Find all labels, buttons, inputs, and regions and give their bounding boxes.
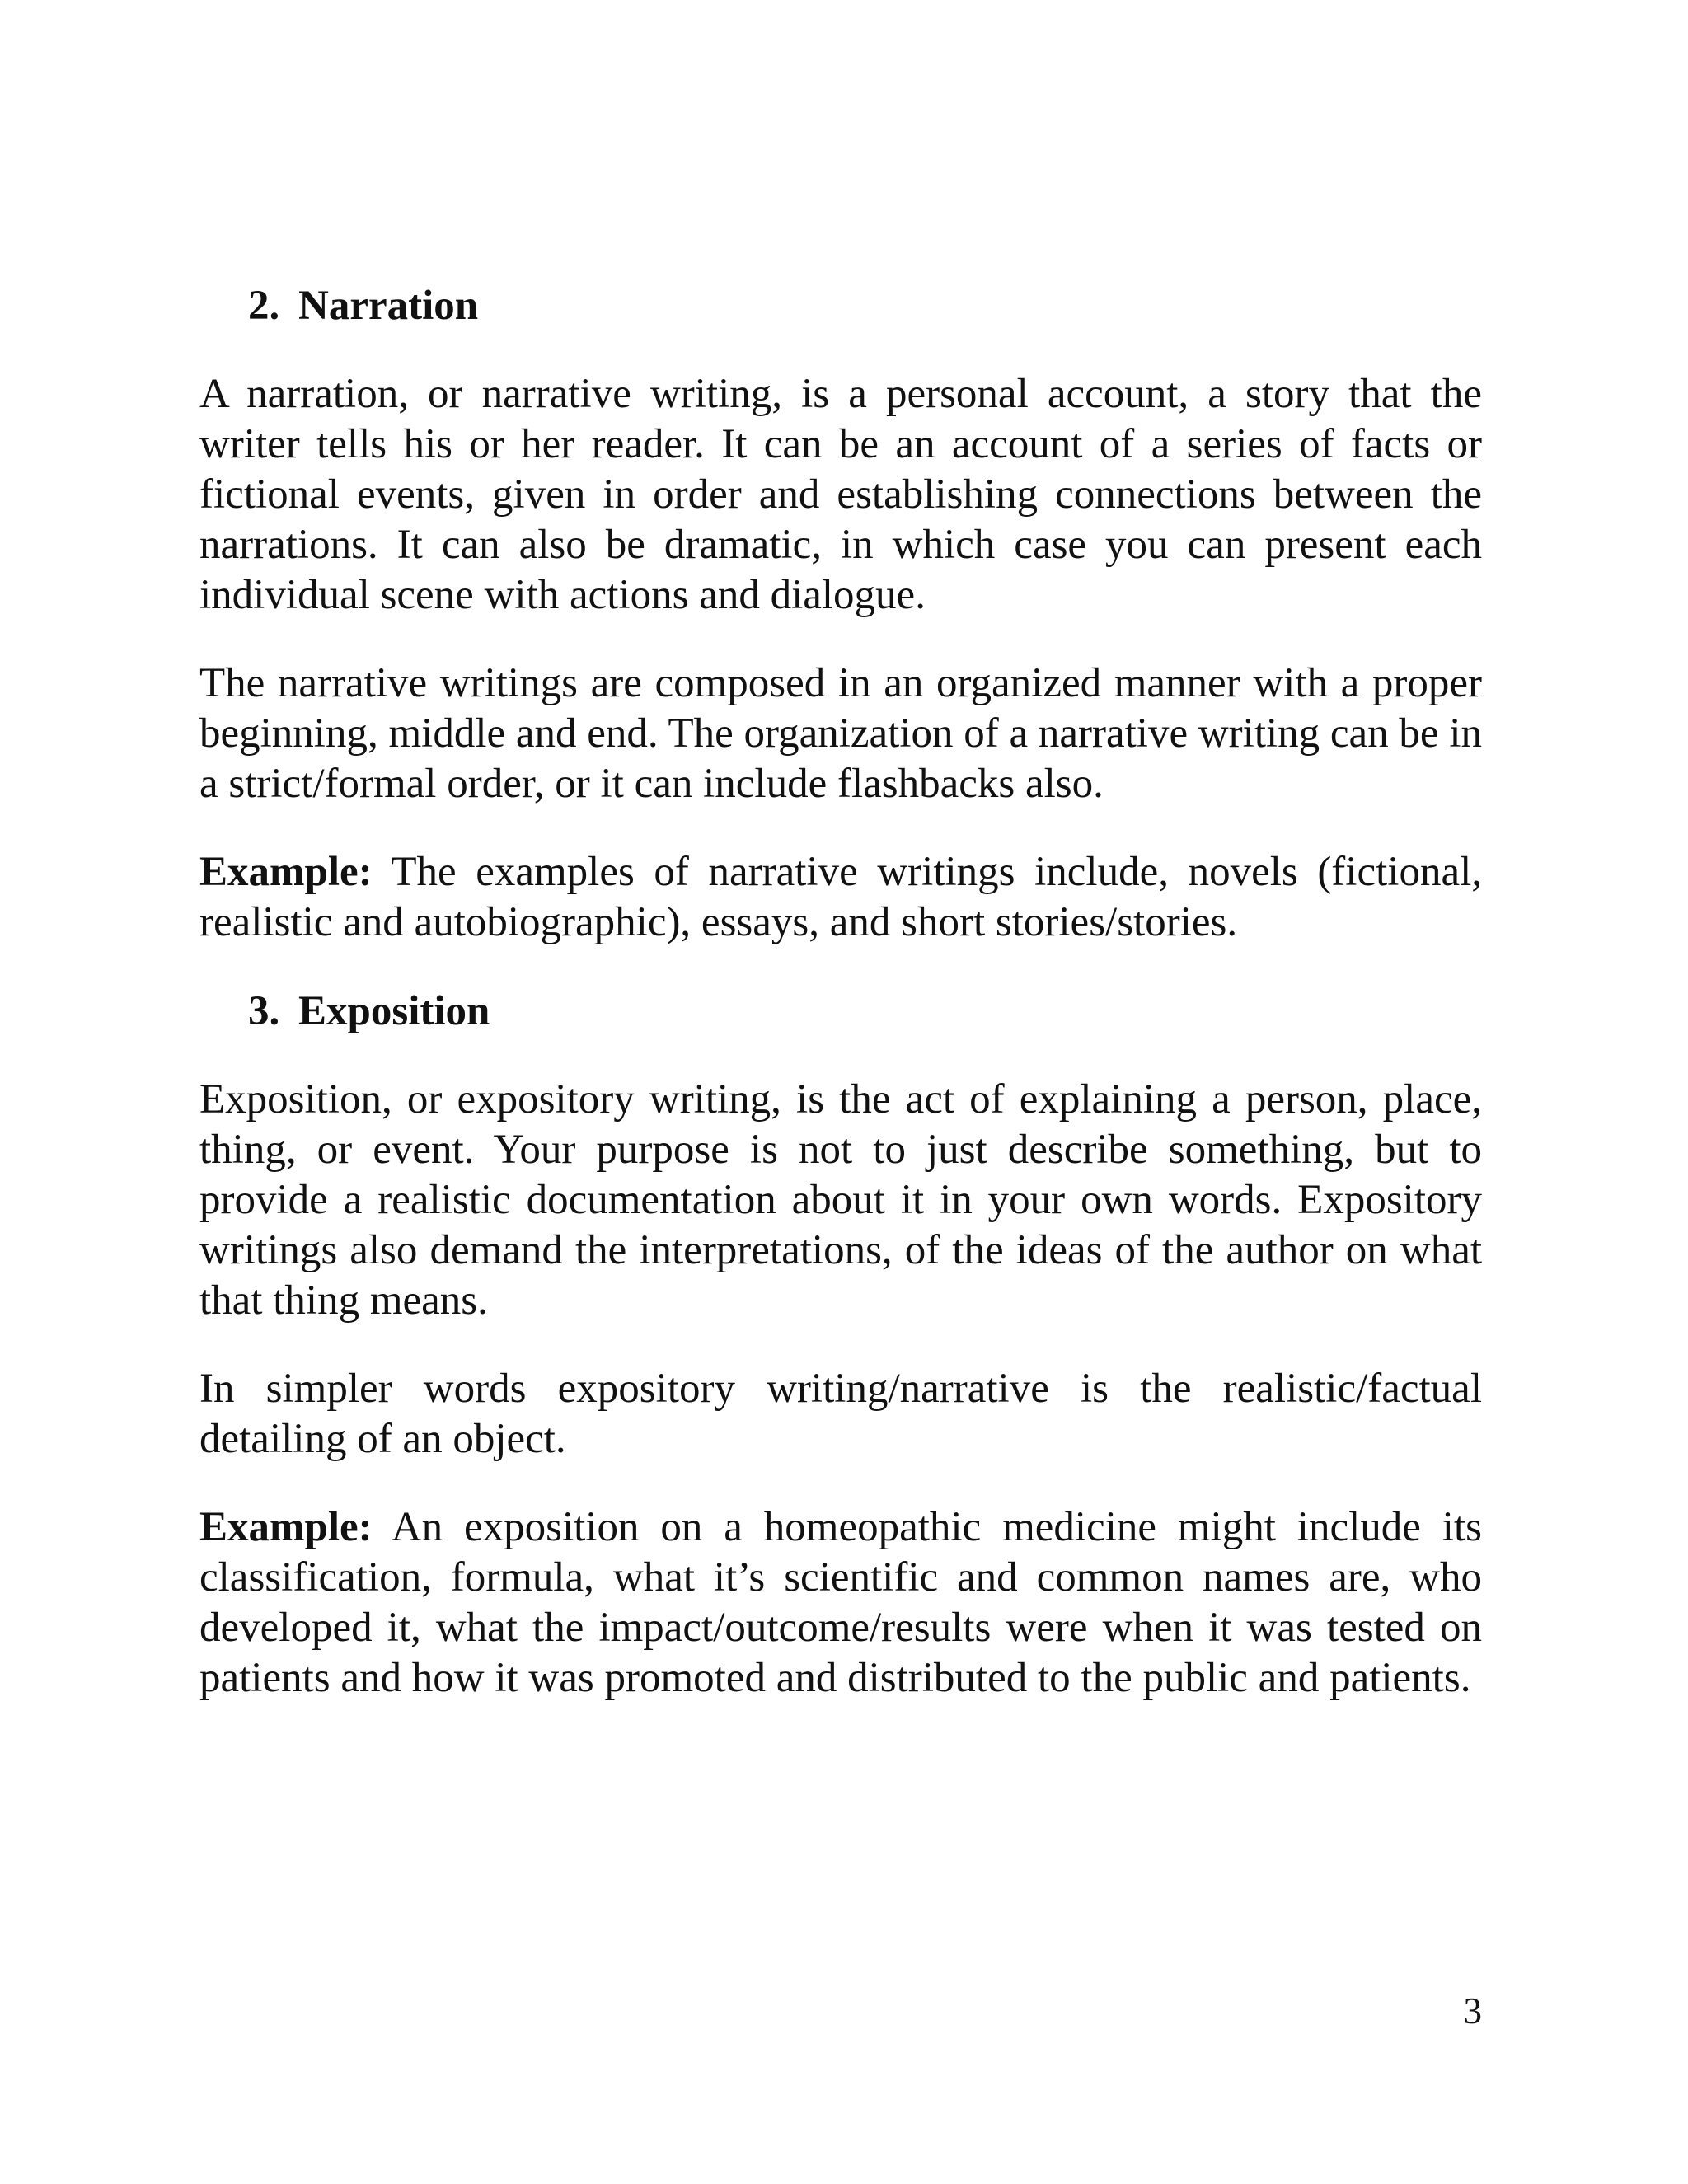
example-text: An exposition on a homeopathic medicine might include its classification, formula, what it’s scientific and common names are, who developed it, what the impact/outcome/results were when it was tested on patients and how it was promoted and distributed to the public and patients. <box>199 1504 1482 1701</box>
example-text: The examples of narrative writings include, novels (fictional, realistic and autobiographic), essays, and short stories/stories. <box>199 849 1482 945</box>
paragraph: In simpler words expository writing/narrative is the realistic/factual detailing of an object. <box>199 1366 1482 1462</box>
section-number: 2. <box>248 283 280 329</box>
section-title: Narration <box>298 283 479 329</box>
example-label: Example: <box>199 849 373 895</box>
page-number: 3 <box>1463 1990 1482 2032</box>
section-title: Exposition <box>298 988 490 1034</box>
paragraph: A narration, or narrative writing, is a personal account, a story that the writer tells his or her reader. It can be an account of a series of facts or fictional events, given in order and establishing connections between the narrations. It can also be dramatic, in which case you can present each individual scene with actions and dialogue. <box>199 371 1482 618</box>
example-paragraph <box>199 1502 1482 1704</box>
paragraph: Exposition, or expository writing, is the act of explaining a person, place, thing, or event. Your purpose is not to just describe something, but to provide a realistic documentation about it in your own words. Expository writings also demand the interpretations, of the ideas of the author on what that thing means. <box>199 1076 1482 1324</box>
paragraph: The narrative writings are composed in an organized manner with a proper beginning, middle and end. The organization of a narrative writing can be in a strict/formal order, or it can include flashbacks also. <box>199 660 1482 807</box>
example-label: Example: <box>199 1504 373 1550</box>
section-heading-narration <box>248 280 1482 331</box>
section-heading-exposition <box>248 986 1482 1037</box>
section-number: 3. <box>248 988 280 1034</box>
document-page <box>199 280 1482 1741</box>
example-paragraph <box>199 847 1482 948</box>
